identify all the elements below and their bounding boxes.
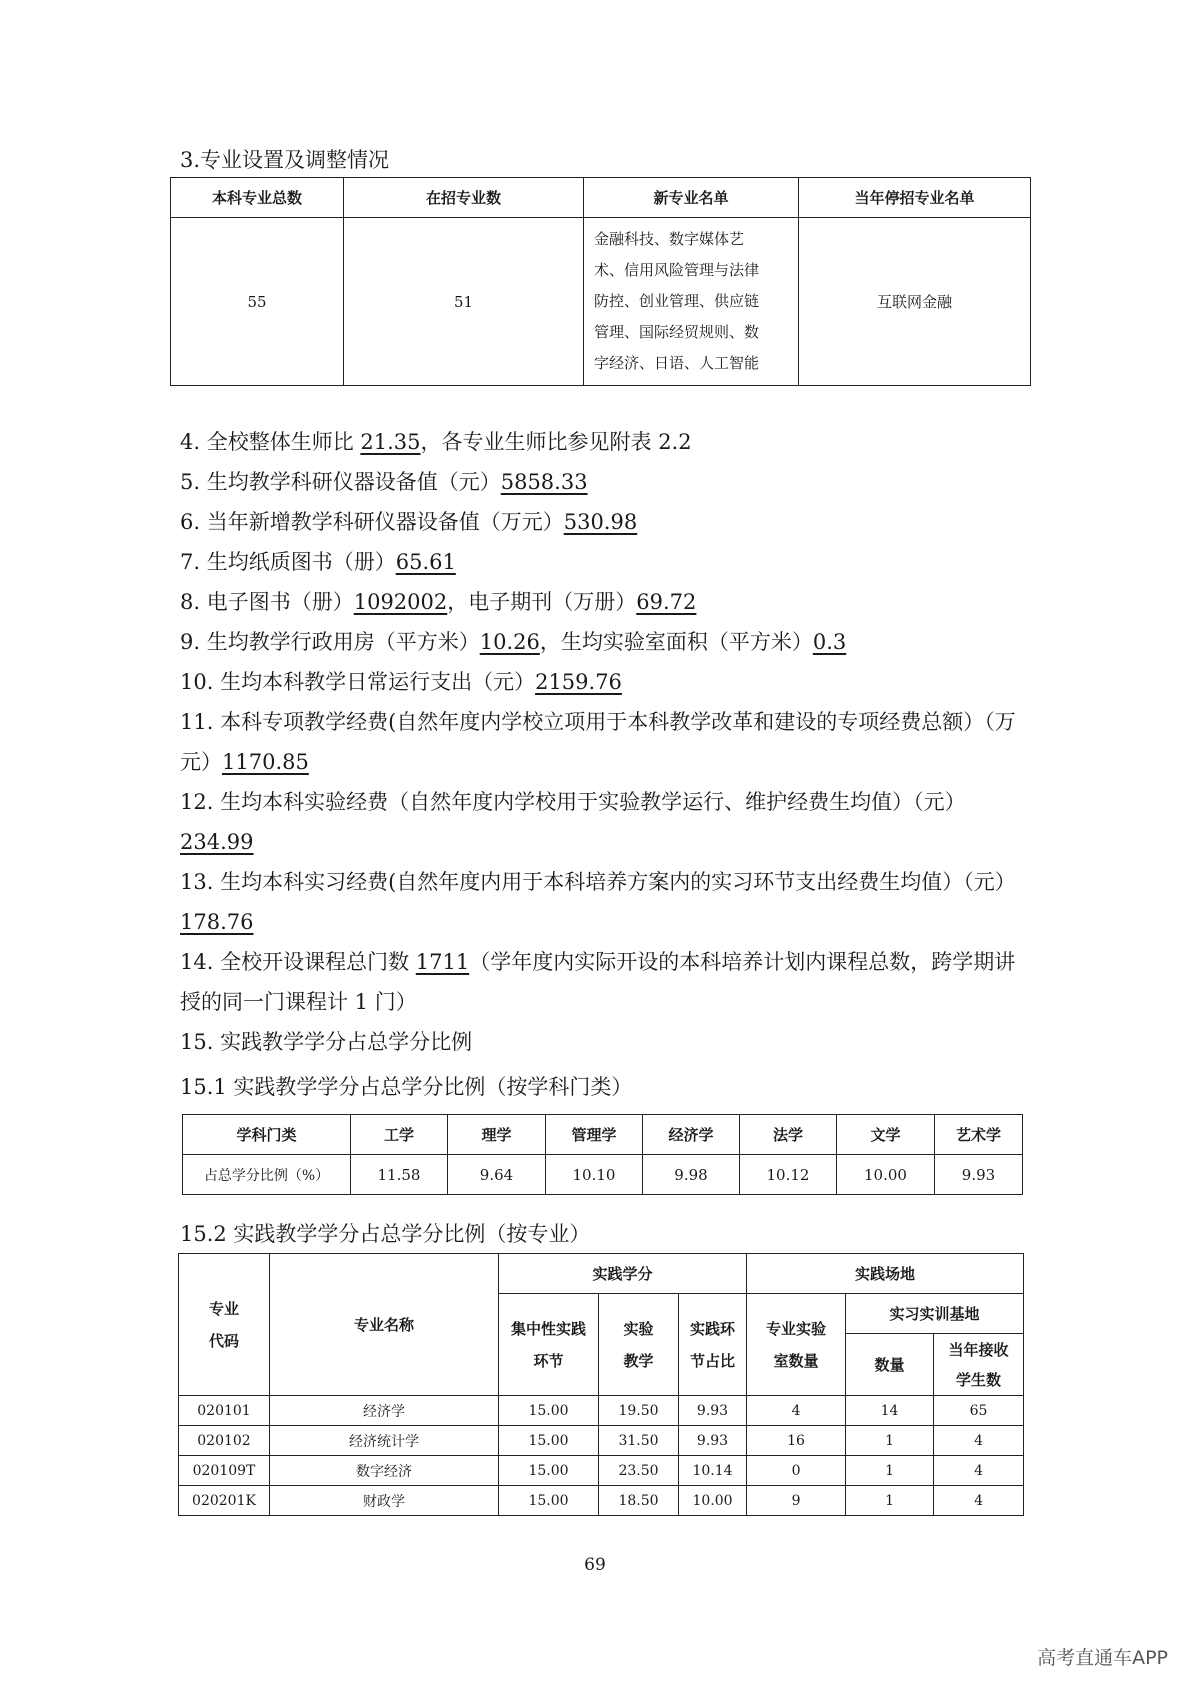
- indicator-text: 10. 生均本科教学日常运行支出（元）: [180, 670, 536, 694]
- indicator-text: 15. 实践教学学分占总学分比例: [180, 1030, 473, 1054]
- enrolling-majors-value: 51: [344, 218, 584, 386]
- header-total-majors: 本科专业总数: [171, 178, 344, 218]
- base-count-cell: 14: [846, 1396, 934, 1426]
- table-row: [179, 1456, 1024, 1486]
- section3-heading: 3.专业设置及调整情况: [180, 148, 390, 172]
- section15-2-heading: 15.2 实践教学学分占总学分比例（按专业）: [180, 1222, 591, 1246]
- indicator-text: 12. 生均本科实验经费（自然年度内学校用于实验教学运行、维护经费生均值）（元）: [180, 790, 966, 814]
- base-count-cell: 1: [846, 1456, 934, 1486]
- header-enrolling-majors: 在招专业数: [344, 178, 584, 218]
- indicator-text: ，各专业生师比参见附表 2.2: [420, 430, 692, 454]
- indicator-value: 5858.33: [500, 470, 588, 494]
- indicator-item: [180, 662, 1020, 702]
- major-name-cell: 经济学: [270, 1396, 499, 1426]
- lab-count-cell: 0: [747, 1456, 846, 1486]
- new-majors-line: 管理、国际经贸规则、数: [594, 323, 760, 341]
- concentrated-credit-cell: 15.00: [499, 1426, 599, 1456]
- ratio-row-label: 占总学分比例（%）: [183, 1155, 351, 1195]
- ratio-value: 11.58: [351, 1155, 448, 1195]
- indicator-value: 234.99: [180, 830, 254, 854]
- new-majors-line: 字经济、日语、人工智能: [594, 354, 760, 372]
- header-stopped-majors: 当年停招专业名单: [799, 178, 1031, 218]
- header-literature: 文学: [837, 1115, 935, 1155]
- concentrated-credit-cell: 15.00: [499, 1456, 599, 1486]
- total-majors-value: 55: [171, 218, 344, 386]
- header-experiment-teaching: [599, 1294, 679, 1396]
- indicator-list: [180, 422, 1020, 1062]
- indicator-item: [180, 582, 1020, 622]
- header-management: 管理学: [546, 1115, 643, 1155]
- stopped-majors-value: 互联网金融: [799, 218, 1031, 386]
- practice-ratio-cell: 9.93: [679, 1396, 747, 1426]
- indicator-value: 1711: [415, 950, 470, 974]
- indicator-value: 10.26: [479, 630, 540, 654]
- indicator-text: （学年度内实际开设的本科培养计划内课程总数，跨学期讲授的同一门课程计 1 门）: [180, 950, 1016, 1014]
- header-lab-text: 专业实验室数量: [766, 1319, 827, 1370]
- indicator-text: 5. 生均教学科研仪器设备值（元）: [180, 470, 501, 494]
- students-received-cell: 4: [934, 1456, 1024, 1486]
- indicator-item: [180, 502, 1020, 542]
- indicator-item: [180, 862, 1020, 942]
- new-majors-list: [584, 218, 799, 386]
- ratio-value: 9.98: [643, 1155, 740, 1195]
- header-new-majors: 新专业名单: [584, 178, 799, 218]
- table-row: [179, 1486, 1024, 1516]
- base-count-cell: 1: [846, 1426, 934, 1456]
- page-number: 69: [584, 1555, 606, 1575]
- lab-count-cell: 16: [747, 1426, 846, 1456]
- practice-ratio-cell: 9.93: [679, 1426, 747, 1456]
- lab-count-cell: 4: [747, 1396, 846, 1426]
- indicator-value: 1092002: [353, 590, 448, 614]
- indicator-text: 7. 生均纸质图书（册）: [180, 550, 396, 574]
- new-majors-line: 术、信用风险管理与法律: [594, 261, 760, 279]
- header-practice-ratio: [679, 1294, 747, 1396]
- header-lab-count: [747, 1294, 846, 1396]
- major-code-cell: 020201K: [179, 1486, 270, 1516]
- indicator-text: 6. 当年新增教学科研仪器设备值（万元）: [180, 510, 564, 534]
- header-arts: 艺术学: [935, 1115, 1023, 1155]
- header-concentrated-text: 集中性实践环节: [510, 1319, 586, 1370]
- indicator-text: 8. 电子图书（册）: [180, 590, 354, 614]
- header-students-text: 当年接收学生数: [948, 1340, 1009, 1389]
- header-discipline: 学科门类: [183, 1115, 351, 1155]
- indicator-item: [180, 462, 1020, 502]
- experiment-credit-cell: 19.50: [599, 1396, 679, 1426]
- header-experiment-text: 实验教学: [623, 1319, 654, 1370]
- new-majors-line: 防控、创业管理、供应链: [594, 292, 760, 310]
- experiment-credit-cell: 18.50: [599, 1486, 679, 1516]
- indicator-text: ，生均实验室面积（平方米）: [539, 630, 813, 654]
- students-received-cell: 4: [934, 1486, 1024, 1516]
- ratio-value: 9.64: [448, 1155, 546, 1195]
- header-students-received: [934, 1334, 1024, 1396]
- indicator-value: 0.3: [812, 630, 847, 654]
- indicator-item: [180, 622, 1020, 662]
- concentrated-credit-cell: 15.00: [499, 1396, 599, 1426]
- header-science: 理学: [448, 1115, 546, 1155]
- header-concentrated-practice: [499, 1294, 599, 1396]
- section15-1-heading: 15.1 实践教学学分占总学分比例（按学科门类）: [180, 1075, 633, 1099]
- experiment-credit-cell: 23.50: [599, 1456, 679, 1486]
- header-engineering: 工学: [351, 1115, 448, 1155]
- header-law: 法学: [740, 1115, 837, 1155]
- major-practice-table: [178, 1253, 1024, 1516]
- concentrated-credit-cell: 15.00: [499, 1486, 599, 1516]
- indicator-value: 530.98: [563, 510, 638, 534]
- indicator-item: [180, 1022, 1020, 1062]
- header-practice-credit: 实践学分: [499, 1254, 747, 1294]
- header-major-code-text: 专业代码: [208, 1299, 239, 1350]
- header-ratio-text: 实践环节占比: [690, 1319, 736, 1370]
- indicator-value: 2159.76: [535, 670, 622, 694]
- header-practice-site: 实践场地: [747, 1254, 1024, 1294]
- indicator-value: 1170.85: [222, 750, 309, 774]
- indicator-text: ，电子期刊（万册）: [447, 590, 637, 614]
- ratio-value: 10.10: [546, 1155, 643, 1195]
- indicator-item: [180, 422, 1020, 462]
- major-code-cell: 020101: [179, 1396, 270, 1426]
- practice-ratio-cell: 10.00: [679, 1486, 747, 1516]
- indicator-text: 13. 生均本科实习经费(自然年度内用于本科培养方案内的实习环节支出经费生均值）（元）: [180, 870, 1016, 894]
- indicator-text: 11. 本科专项教学经费(自然年度内学校立项用于本科教学改革和建设的专项经费总额）（万元）: [180, 710, 1016, 774]
- major-name-cell: 经济统计学: [270, 1426, 499, 1456]
- header-training-base: 实习实训基地: [846, 1294, 1024, 1334]
- indicator-text: 4. 全校整体生师比: [180, 430, 361, 454]
- indicator-item: [180, 702, 1020, 782]
- major-code-cell: 020109T: [179, 1456, 270, 1486]
- ratio-value: 10.12: [740, 1155, 837, 1195]
- indicator-text: 9. 生均教学行政用房（平方米）: [180, 630, 480, 654]
- header-major-code: [179, 1254, 270, 1396]
- watermark: 高考直通车APP: [1037, 1647, 1168, 1669]
- indicator-text: 14. 全校开设课程总门数: [180, 950, 416, 974]
- indicator-value: 65.61: [395, 550, 456, 574]
- major-rows: [179, 1396, 1024, 1516]
- indicator-item: [180, 782, 1020, 862]
- ratio-value: 10.00: [837, 1155, 935, 1195]
- base-count-cell: 1: [846, 1486, 934, 1516]
- students-received-cell: 4: [934, 1426, 1024, 1456]
- major-code-cell: 020102: [179, 1426, 270, 1456]
- major-name-cell: 财政学: [270, 1486, 499, 1516]
- indicator-value: 178.76: [180, 910, 254, 934]
- indicator-item: [180, 942, 1020, 1022]
- practice-ratio-cell: 10.14: [679, 1456, 747, 1486]
- indicator-value: 69.72: [636, 590, 697, 614]
- header-economics: 经济学: [643, 1115, 740, 1155]
- ratio-value: 9.93: [935, 1155, 1023, 1195]
- indicator-value: 21.35: [360, 430, 421, 454]
- lab-count-cell: 9: [747, 1486, 846, 1516]
- experiment-credit-cell: 31.50: [599, 1426, 679, 1456]
- students-received-cell: 65: [934, 1396, 1024, 1426]
- discipline-ratio-table: [182, 1114, 1023, 1195]
- table-row: [179, 1426, 1024, 1456]
- table-row: [179, 1396, 1024, 1426]
- majors-table: [170, 177, 1031, 386]
- header-base-count: 数量: [846, 1334, 934, 1396]
- major-name-cell: 数字经济: [270, 1456, 499, 1486]
- new-majors-line: 金融科技、数字媒体艺: [594, 230, 745, 248]
- indicator-item: [180, 542, 1020, 582]
- header-major-name: 专业名称: [270, 1254, 499, 1396]
